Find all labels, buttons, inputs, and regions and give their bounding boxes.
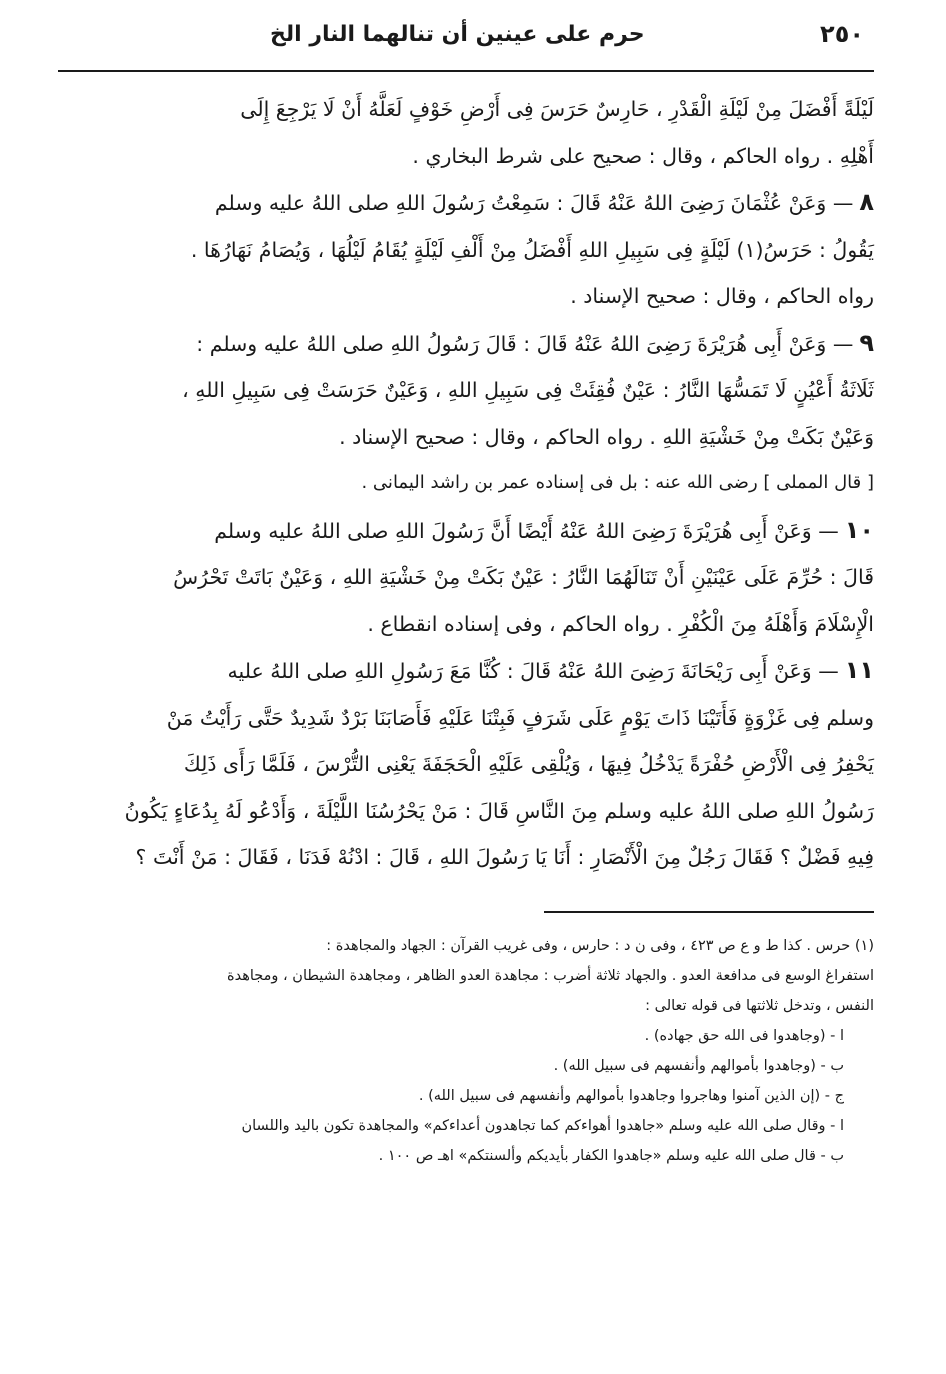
hadith-9-line-1 <box>58 320 874 368</box>
text-line: يَقُولُ : حَرَسُ(١) لَيْلَةٍ فِى سَبِيلِ اللهِ أَفْضَلُ مِنْ أَلْفِ لَيْلَةٍ يُقَامُ لَيْلُهَا ، وَيُصَامُ نَهَارُهَا . <box>190 237 874 262</box>
text-line: وسلم فِى غَزْوَةٍ فَأَتَيْنَا ذَاتَ يَوْمٍ عَلَى شَرَفٍ فَبِتْنَا عَلَيْهِ فَأَصَابَنَا بَرْدٌ شَدِيدٌ حَتَّى رَأَيْتُ مَنْ <box>166 705 874 730</box>
text-line: لَيْلَةً أَفْضَلَ مِنْ لَيْلَةِ الْقَدْرِ ، حَارِسٌ حَرَسَ فِى أَرْضِ خَوْفٍ لَعَلَّهُ أَنْ لَا يَرْجِعَ إِلَى <box>240 97 874 121</box>
footnote-rule <box>544 911 874 913</box>
hadith-number: ١١ <box>844 656 874 684</box>
footnote-line: ج - (إن الذين آمنوا وهاجروا وجاهدوا بأموالهم وأنفسهم فى سبيل الله) . <box>418 1087 844 1104</box>
footnote-line: النفس ، وتدخل ثلاثتها فى قوله تعالى : <box>645 997 874 1014</box>
footnotes <box>58 931 874 1171</box>
text-line: رَسُولُ اللهِ صلى اللهُ عليه وسلم مِنَ النَّاسِ قَالَ : مَنْ يَحْرُسُنَا اللَّيْلَةَ ، وَأَدْعُو لَهُ بِدُعَاءٍ يَكُونُ <box>124 798 874 823</box>
hadith-10-line-1 <box>58 507 874 555</box>
text-line: — وَعَنْ أَبِى رَيْحَانَةَ رَضِىَ اللهُ عَنْهُ قَالَ : كُنَّا مَعَ رَسُولِ اللهِ صلى اللهُ عليه <box>227 659 839 683</box>
footnote-line: ب - قال صلى الله عليه وسلم «جاهدوا الكفار بأيديكم وألسنتكم» اهـ ص ١٠٠ . <box>378 1147 844 1164</box>
footnote-line: ب - (وجاهدوا بأموالهم وأنفسهم فى سبيل الله) . <box>553 1057 844 1074</box>
text-line: وَعَيْنٌ بَكَتْ مِنْ خَشْيَةِ اللهِ . رواه الحاكم ، وقال : صحيح الإسناد . <box>339 424 874 449</box>
main-text <box>58 86 874 881</box>
footnote-line: ا - وقال صلى الله عليه وسلم «جاهدوا أهواءكم كما تجاهدون أعداءكم» والمجاهدة تكون باليد واللسان <box>241 1117 844 1134</box>
hadith-number: ٩ <box>859 328 874 357</box>
text-line: — وَعَنْ أَبِى هُرَيْرَةَ رَضِىَ اللهُ عَنْهُ أَيْضًا أَنَّ رَسُولَ اللهِ صلى اللهُ عليه وسلم <box>214 518 839 543</box>
header-rule <box>58 70 874 72</box>
text-line: ثَلَاثَةُ أَعْيُنٍ لَا تَمَسُّهَا النَّارُ : عَيْنٌ فُقِئَتْ فِى سَبِيلِ اللهِ ، وَعَيْنٌ حَرَسَتْ فِى سَبِيلِ اللهِ ، <box>182 378 874 402</box>
text-line: — وَعَنْ أَبِى هُرَيْرَةَ رَضِىَ اللهُ عَنْهُ قَالَ : قَالَ رَسُولُ اللهِ صلى اللهُ عليه وسلم : <box>196 331 854 356</box>
text-line: قَالَ : حُرِّمَ عَلَى عَيْنَيْنِ أَنْ تَنَالَهُمَا النَّارُ : عَيْنٌ بَكَتْ مِنْ خَشْيَةِ اللهِ ، وَعَيْنٌ بَاتَتْ تَحْرُسُ <box>173 565 874 589</box>
hadith-number: ٨ <box>859 188 874 216</box>
page-number: ٢٥٠ <box>820 20 864 48</box>
text-line: فِيهِ فَضْلٌ ؟ فَقَالَ رَجُلٌ مِنَ الْأَنْصَارِ : أَنَا يَا رَسُولَ اللهِ ، قَالَ : ادْنُهْ فَدَنَا ، فَقَالَ : مَنْ أَنْتَ ؟ <box>135 845 874 869</box>
hadith-11-line-1 <box>58 647 874 695</box>
text-line: يَحْفِرُ فِى الْأَرْضِ حُفْرَةً يَدْخُلُ فِيهَا ، وَيُلْقِى عَلَيْهِ الْحَجَفَةَ يَعْنِى التُّرْسَ ، فَلَمَّا رَأَى ذَلِكَ <box>183 752 874 776</box>
page-header <box>58 14 874 54</box>
hadith-number: ١٠ <box>844 515 874 544</box>
text-line: رواه الحاكم ، وقال : صحيح الإسناد . <box>570 284 874 308</box>
text-line: — وَعَنْ عُثْمَانَ رَضِىَ اللهُ عَنْهُ قَالَ : سَمِعْتُ رَسُولَ اللهِ صلى اللهُ عليه وسلم <box>214 191 854 215</box>
footnote-line: (١) حرس . كذا ط و ع ص ٤٢٣ ، وفى ن د : حارس ، وفى غريب القرآن : الجهاد والمجاهدة : <box>326 937 874 954</box>
running-title: حرم على عينين أن تنالهما النار الخ <box>270 21 645 47</box>
text-line: الْإِسْلَامَ وَأَهْلَهُ مِنَ الْكُفْرِ . رواه الحاكم ، وفى إسناده انقطاع . <box>367 611 874 636</box>
footnote-line: ا - (وجاهدوا فى الله حق جهاده) . <box>644 1027 844 1044</box>
hadith-8-line-1 <box>58 179 874 227</box>
editor-note: [ قال المملى ] رضى الله عنه : بل فى إسناده عمر بن راشد اليمانى . <box>361 472 874 493</box>
text-line: أَهْلِهِ . رواه الحاكم ، وقال : صحيح على شرط البخاري . <box>412 143 874 168</box>
footnote-line: استفراغ الوسع فى مدافعة العدو . والجهاد ثلاثة أضرب : مجاهدة العدو الظاهر ، ومجاهدة الشيطان ، ومجاهدة <box>227 967 874 984</box>
